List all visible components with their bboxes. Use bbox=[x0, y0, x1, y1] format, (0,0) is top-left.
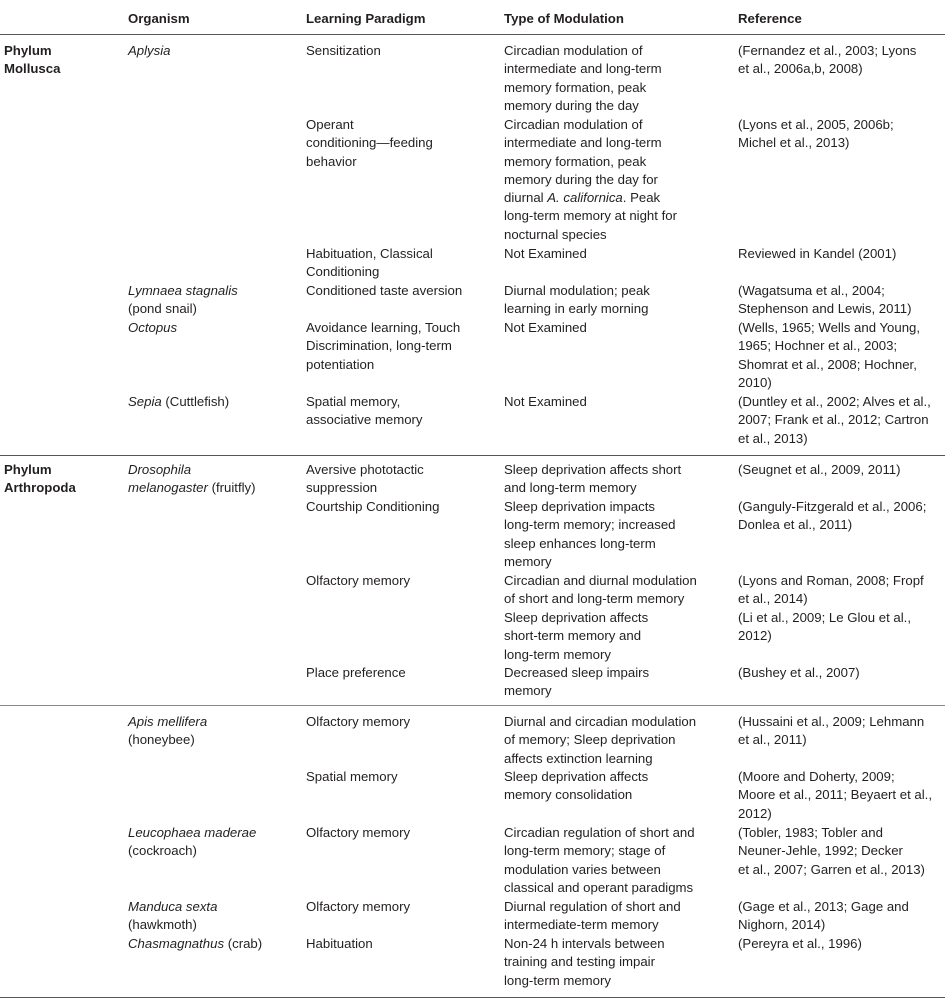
organism-name bbox=[128, 42, 300, 60]
phylum-arthropoda: Phylum Arthropoda bbox=[4, 462, 76, 496]
modulation-cell bbox=[504, 609, 726, 664]
reference-line: (Lyons et al., 2005, 2006b; bbox=[738, 117, 894, 132]
modulation-line: memory formation, peak bbox=[504, 153, 647, 169]
reference-line: (Ganguly-Fitzgerald et al., 2006; bbox=[738, 499, 927, 514]
learning-paradigm-cell bbox=[306, 935, 498, 953]
modulation-line: long-term memory; stage of bbox=[504, 843, 666, 859]
modulation-line: Decreased sleep impairs bbox=[504, 665, 650, 680]
modulation-cell bbox=[504, 498, 726, 571]
paradigm-line: Olfactory memory bbox=[306, 573, 411, 588]
modulation-line: memory during the day bbox=[504, 97, 639, 113]
modulation-line: of memory; Sleep deprivation bbox=[504, 732, 676, 748]
modulation-line: Circadian modulation of bbox=[504, 43, 643, 58]
reference-line: (Wagatsuma et al., 2004; bbox=[738, 283, 885, 298]
reference-line: Moore et al., 2011; Beyaert et al., bbox=[738, 787, 933, 803]
reference-cell bbox=[738, 898, 943, 935]
modulation-line: modulation varies between bbox=[504, 861, 661, 877]
modulation-cell bbox=[504, 393, 726, 411]
reference-line: (Lyons and Roman, 2008; Fropf bbox=[738, 573, 924, 588]
modulation-line: long-term memory; increased bbox=[504, 517, 676, 533]
modulation-line: memory formation, peak bbox=[504, 79, 647, 95]
paradigm-line: Habituation, Classical bbox=[306, 246, 433, 261]
organism-cell bbox=[128, 282, 300, 319]
modulation-line: diurnal A. californica. Peak bbox=[504, 190, 661, 206]
organism-cell bbox=[128, 898, 300, 935]
paradigm-line: Conditioned taste aversion bbox=[306, 283, 463, 298]
modulation-line: sleep enhances long-term bbox=[504, 535, 656, 551]
reference-cell bbox=[738, 572, 943, 609]
paradigm-line: Sensitization bbox=[306, 43, 381, 58]
reference-cell bbox=[738, 498, 943, 535]
modulation-line: Non-24 h intervals between bbox=[504, 936, 665, 951]
reference-line: et al., 2014) bbox=[738, 591, 808, 607]
modulation-line: Diurnal and circadian modulation bbox=[504, 714, 697, 729]
species-italic: A. californica bbox=[547, 190, 623, 206]
learning-paradigm-cell bbox=[306, 898, 498, 916]
paradigm-line: potentiation bbox=[306, 356, 375, 372]
organism-cell bbox=[128, 935, 300, 953]
reference-line: (Wells, 1965; Wells and Young, bbox=[738, 320, 921, 335]
reference-cell bbox=[738, 319, 943, 392]
learning-paradigm-cell bbox=[306, 393, 498, 430]
reference-cell bbox=[738, 609, 943, 646]
reference-line: (Seugnet et al., 2009, 2011) bbox=[738, 462, 901, 477]
modulation-cell bbox=[504, 935, 726, 990]
learning-paradigm-cell bbox=[306, 824, 498, 842]
reference-cell bbox=[738, 768, 943, 823]
paradigm-line: Spatial memory bbox=[306, 769, 398, 784]
reference-cell bbox=[738, 664, 943, 682]
organism-italic: Chasmagnathus bbox=[128, 936, 225, 951]
modulation-cell bbox=[504, 245, 726, 263]
reference-line: Donlea et al., 2011) bbox=[738, 517, 853, 533]
learning-paradigm-cell bbox=[306, 42, 498, 60]
modulation-line: intermediate and long-term bbox=[504, 61, 662, 77]
reference-line: (Moore and Doherty, 2009; bbox=[738, 769, 895, 784]
reference-line: (Duntley et al., 2002; Alves et al., bbox=[738, 394, 931, 409]
organism-italic: Apis mellifera bbox=[128, 714, 208, 729]
header-organism: Organism bbox=[128, 11, 190, 26]
paradigm-line: Courtship Conditioning bbox=[306, 499, 440, 514]
learning-paradigm-cell bbox=[306, 282, 498, 300]
modulation-line: Diurnal regulation of short and bbox=[504, 899, 681, 914]
paradigm-line: suppression bbox=[306, 480, 378, 496]
header-learning-paradigm: Learning Paradigm bbox=[306, 11, 426, 26]
organism-name bbox=[128, 319, 300, 337]
modulation-line: Circadian regulation of short and bbox=[504, 825, 695, 840]
organism-name bbox=[128, 282, 300, 300]
paradigm-line: associative memory bbox=[306, 412, 423, 428]
modulation-line: Diurnal modulation; peak bbox=[504, 283, 650, 298]
organism-suffix: (Cuttlefish) bbox=[161, 394, 230, 409]
reference-line: (Bushey et al., 2007) bbox=[738, 665, 860, 680]
reference-line: (Gage et al., 2013; Gage and bbox=[738, 899, 909, 914]
organism-cell bbox=[128, 393, 300, 411]
header-rule bbox=[0, 34, 945, 35]
modulation-cell bbox=[504, 572, 726, 609]
reference-line: (Fernandez et al., 2003; Lyons bbox=[738, 43, 917, 58]
organism-cell bbox=[128, 713, 300, 750]
header-reference: Reference bbox=[738, 11, 802, 26]
modulation-line: Circadian modulation of bbox=[504, 117, 643, 132]
modulation-line: Sleep deprivation affects short bbox=[504, 462, 682, 477]
reference-line: Shomrat et al., 2008; Hochner, bbox=[738, 356, 917, 372]
paradigm-line: Aversive phototactic bbox=[306, 462, 424, 477]
reference-cell bbox=[738, 245, 943, 263]
modulation-line: Sleep deprivation affects bbox=[504, 610, 649, 625]
organism-italic: melanogaster bbox=[128, 480, 208, 496]
reference-cell bbox=[738, 713, 943, 750]
modulation-line: short-term memory and bbox=[504, 628, 642, 644]
modulation-line: Not Examined bbox=[504, 320, 587, 335]
modulation-line: Circadian and diurnal modulation bbox=[504, 573, 697, 588]
reference-cell bbox=[738, 116, 943, 153]
modulation-line: Not Examined bbox=[504, 246, 587, 261]
reference-cell bbox=[738, 935, 943, 953]
paradigm-line: Operant bbox=[306, 117, 354, 132]
modulation-line: of short and long-term memory bbox=[504, 591, 685, 607]
modulation-line: long-term memory bbox=[504, 972, 611, 988]
reference-line: (Hussaini et al., 2009; Lehmann bbox=[738, 714, 925, 729]
modulation-line: memory during the day for bbox=[504, 171, 658, 187]
learning-paradigm-cell bbox=[306, 664, 498, 682]
paradigm-line: behavior bbox=[306, 153, 357, 169]
modulation-line: Sleep deprivation impacts bbox=[504, 499, 656, 514]
organism-common-name: (pond snail) bbox=[128, 301, 197, 317]
modulation-line: training and testing impair bbox=[504, 954, 656, 970]
reference-line: (Pereyra et al., 1996) bbox=[738, 936, 862, 951]
learning-paradigm-cell bbox=[306, 768, 498, 786]
organism-italic: Sepia bbox=[128, 394, 162, 409]
page-break-rule bbox=[0, 705, 945, 706]
reference-line: 1965; Hochner et al., 2003; bbox=[738, 338, 898, 354]
organism-cell bbox=[128, 319, 300, 337]
organism-name bbox=[128, 461, 300, 479]
reference-line: et al., 2011) bbox=[738, 732, 807, 748]
learning-paradigm-cell bbox=[306, 461, 498, 498]
modulation-line: memory bbox=[504, 683, 552, 699]
reference-line: Nighorn, 2014) bbox=[738, 917, 826, 933]
organism-italic: Leucophaea maderae bbox=[128, 825, 257, 840]
reference-cell bbox=[738, 824, 943, 879]
header-type-of-modulation: Type of Modulation bbox=[504, 11, 624, 26]
reference-line: 2012) bbox=[738, 628, 772, 644]
organism-name bbox=[128, 935, 300, 953]
reference-cell bbox=[738, 461, 943, 479]
paradigm-line: Avoidance learning, Touch bbox=[306, 320, 461, 335]
paradigm-line: Place preference bbox=[306, 665, 406, 680]
reference-line: 2010) bbox=[738, 374, 772, 390]
modulation-line: memory bbox=[504, 553, 552, 569]
organism-name-line2 bbox=[128, 479, 300, 497]
phylum-divider-rule bbox=[0, 455, 945, 456]
reference-line: Stephenson and Lewis, 2011) bbox=[738, 301, 912, 317]
modulation-cell bbox=[504, 713, 726, 768]
organism-cell bbox=[128, 42, 300, 60]
reference-line: et al., 2006a,b, 2008) bbox=[738, 61, 863, 77]
modulation-cell bbox=[504, 898, 726, 935]
organism-italic: Drosophila bbox=[128, 462, 192, 477]
modulation-line: affects extinction learning bbox=[504, 750, 653, 766]
modulation-line: Not Examined bbox=[504, 394, 587, 409]
paradigm-line: Habituation bbox=[306, 936, 373, 951]
reference-line: 2012) bbox=[738, 805, 772, 821]
modulation-cell bbox=[504, 461, 726, 498]
organism-common-name: (hawkmoth) bbox=[128, 917, 197, 933]
reference-line: (Li et al., 2009; Le Glou et al., bbox=[738, 610, 912, 625]
modulation-cell bbox=[504, 768, 726, 805]
modulation-line: intermediate-term memory bbox=[504, 917, 659, 933]
modulation-line: memory consolidation bbox=[504, 787, 633, 803]
organism-italic: Lymnaea stagnalis bbox=[128, 283, 238, 298]
paradigm-line: Spatial memory, bbox=[306, 394, 401, 409]
reference-cell bbox=[738, 42, 943, 79]
paradigm-line: conditioning—feeding bbox=[306, 135, 433, 151]
reference-line: Reviewed in Kandel (2001) bbox=[738, 246, 897, 261]
table-bottom-rule bbox=[0, 997, 945, 998]
modulation-line: classical and operant paradigms bbox=[504, 879, 694, 895]
organism-name bbox=[128, 824, 300, 842]
reference-line: 2007; Frank et al., 2012; Cartron bbox=[738, 412, 929, 428]
organism-name bbox=[128, 393, 300, 411]
modulation-line: long-term memory at night for bbox=[504, 208, 677, 224]
modulation-line: nocturnal species bbox=[504, 226, 607, 242]
organism-suffix: (fruitfly) bbox=[207, 480, 256, 496]
paradigm-line: Olfactory memory bbox=[306, 714, 411, 729]
learning-paradigm-cell bbox=[306, 572, 498, 590]
reference-line: Neuner-Jehle, 1992; Decker bbox=[738, 843, 903, 859]
modulation-cell bbox=[504, 664, 726, 701]
modulation-cell bbox=[504, 824, 726, 897]
learning-paradigm-cell bbox=[306, 498, 498, 516]
organism-italic: Manduca sexta bbox=[128, 899, 218, 914]
learning-paradigm-cell bbox=[306, 116, 498, 171]
reference-line: et al., 2007; Garren et al., 2013) bbox=[738, 861, 925, 877]
paradigm-line: Olfactory memory bbox=[306, 899, 411, 914]
learning-paradigm-cell bbox=[306, 713, 498, 731]
organism-cell bbox=[128, 461, 300, 498]
organism-cell bbox=[128, 824, 300, 861]
organism-name bbox=[128, 713, 300, 731]
paradigm-line: Olfactory memory bbox=[306, 825, 411, 840]
organism-italic: Aplysia bbox=[128, 43, 171, 58]
organism-common-name: (cockroach) bbox=[128, 843, 197, 859]
learning-paradigm-cell bbox=[306, 245, 498, 282]
learning-paradigm-cell bbox=[306, 319, 498, 374]
modulation-cell bbox=[504, 282, 726, 319]
paradigm-line: Discrimination, long-term bbox=[306, 338, 452, 354]
organism-suffix: (crab) bbox=[224, 936, 263, 951]
organism-italic: Octopus bbox=[128, 320, 178, 335]
modulation-line: intermediate and long-term bbox=[504, 135, 662, 151]
reference-cell bbox=[738, 393, 943, 448]
modulation-cell bbox=[504, 319, 726, 337]
modulation-line: learning in early morning bbox=[504, 301, 649, 317]
reference-line: et al., 2013) bbox=[738, 430, 808, 446]
phylum-mollusca: Phylum Mollusca bbox=[4, 43, 61, 77]
reference-line: (Tobler, 1983; Tobler and bbox=[738, 825, 883, 840]
modulation-line: and long-term memory bbox=[504, 480, 637, 496]
reference-line: Michel et al., 2013) bbox=[738, 135, 850, 151]
modulation-cell bbox=[504, 42, 726, 115]
modulation-cell bbox=[504, 116, 726, 244]
organism-name bbox=[128, 898, 300, 916]
reference-cell bbox=[738, 282, 943, 319]
modulation-line: Sleep deprivation affects bbox=[504, 769, 649, 784]
modulation-line: long-term memory bbox=[504, 646, 611, 662]
paradigm-line: Conditioning bbox=[306, 264, 380, 280]
organism-common-name: (honeybee) bbox=[128, 732, 195, 748]
